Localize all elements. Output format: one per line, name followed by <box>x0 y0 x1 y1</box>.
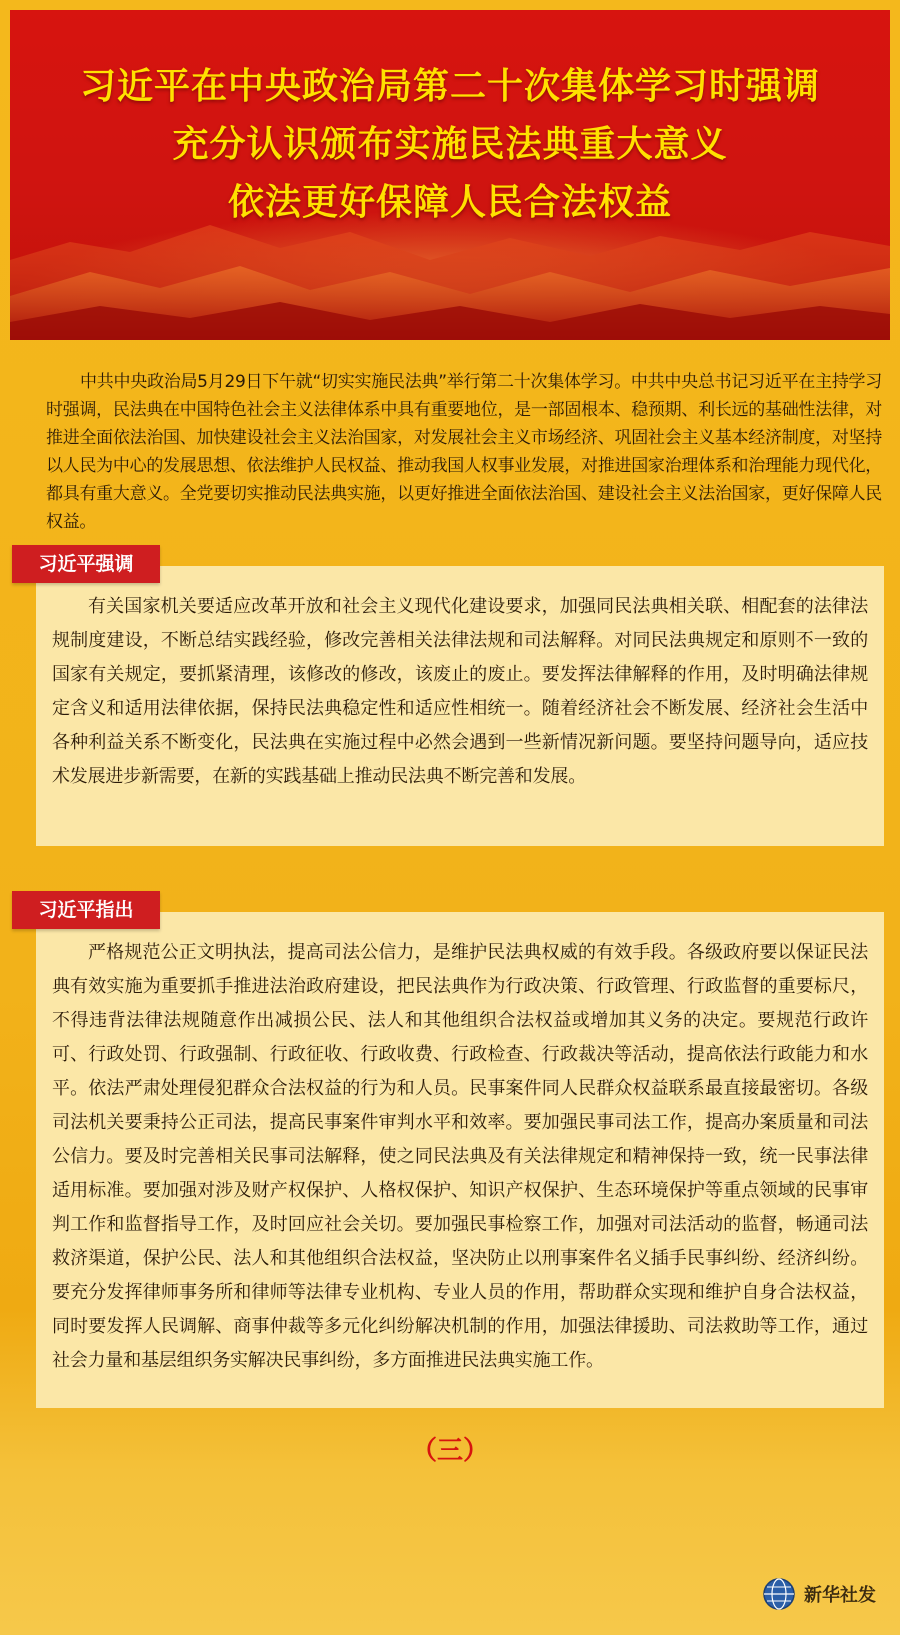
credit <box>762 1574 876 1614</box>
headline-line-2: 充分认识颁布实施民法典重大意义 <box>172 124 728 165</box>
section-box-emphasis <box>36 566 884 846</box>
section-box-points <box>36 912 884 1408</box>
section-tag-points: 习近平指出 <box>12 891 160 929</box>
header-banner <box>10 10 890 340</box>
credit-text: 新华社发 <box>804 1585 876 1606</box>
headline-line-3: 依法更好保障人民合法权益 <box>227 182 672 223</box>
section-tag-emphasis: 习近平强调 <box>12 545 160 583</box>
section-text: 有关国家机关要适应改革开放和社会主义现代化建设要求，加强同民法典相关联、相配套的法律法规制度建设，不断总结实践经验，修改完善相关法律法规和司法解释。对同民法典规定和原则不一致的国家有关规定，要抓紧清理，该修改的修改，该废止的废止。要发挥法律解释的作用，及时明确法律规定含义和适用法律依据，保持民法典稳定性和适应性相统一。随着经济社会不断发展、经济社会生活中各种利益关系不断变化，民法典在实施过程中必然会遇到一些新情况新问题。要坚持问题导向，适应技术发展进步新需要，在新的实践基础上推动民法典不断完善和发展。 <box>52 596 868 787</box>
headline-line-1: 习近平在中央政治局第二十次集体学习时强调 <box>79 66 820 107</box>
headline <box>10 58 890 232</box>
intro-paragraph: 中共中央政治局5月29日下午就“切实实施民法典”举行第二十次集体学习。中共中央总书记习近平在主持学习时强调，民法典在中国特色社会主义法律体系中具有重要地位，是一部固根本、稳预期、利长远的基础性法律，对推进全面依法治国、加快建设社会主义法治国家，对发展社会主义市场经济、巩固社会主义基本经济制度，对坚持以人民为中心的发展思想、依法维护人民权益、推动我国人权事业发展，对推进国家治理体系和治理能力现代化，都具有重大意义。全党要切实推动民法典实施，以更好推进全面依法治国、建设社会主义法治国家，更好保障人民权益。 <box>46 372 882 532</box>
page-number: （三） <box>410 1436 489 1466</box>
section-text: 严格规范公正文明执法，提高司法公信力，是维护民法典权威的有效手段。各级政府要以保证民法典有效实施为重要抓手推进法治政府建设，把民法典作为行政决策、行政管理、行政监督的重要标尺，不得违背法律法规随意作出减损公民、法人和其他组织合法权益或增加其义务的决定。要规范行政许可、行政处罚、行政强制、行政征收、行政收费、行政检查、行政裁决等活动，提高依法行政能力和水平。依法严肃处理侵犯群众合法权益的行为和人员。民事案件同人民群众权益联系最直接最密切。各级司法机关要秉持公正司法，提高民事案件审判水平和效率。要加强民事司法工作，提高办案质量和司法公信力。要及时完善相关民事司法解释，使之同民法典及有关法律规定和精神保持一致，统一民事法律适用标准。要加强对涉及财产权保护、人格权保护、知识产权保护、生态环境保护等重点领域的民事审判工作和监督指导工作，及时回应社会关切。要加强民事检察工作，加强对司法活动的监督，畅通司法救济渠道，保护公民、法人和其他组织合法权益，坚决防止以刑事案件名义插手民事纠纷、经济纠纷。要充分发挥律师事务所和律师等法律专业机构、专业人员的作用，帮助群众实现和维护自身合法权益，同时要发挥人民调解、商事仲裁等多元化纠纷解决机制的作用，加强法律援助、司法救助等工作，通过社会力量和基层组织务实解决民事纠纷，多方面推进民法典实施工作。 <box>52 942 868 1371</box>
xinhua-globe-logo-icon <box>762 1577 796 1611</box>
